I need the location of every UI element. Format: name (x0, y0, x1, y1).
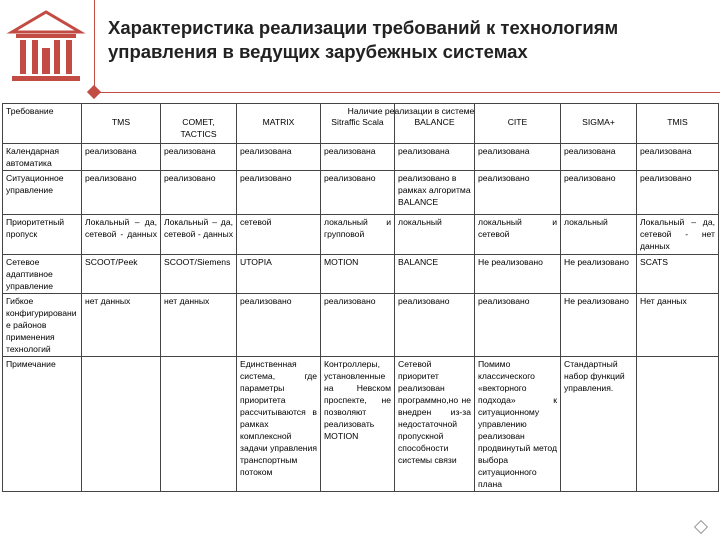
title-line-2: управления в ведущих зарубежных системах (108, 41, 528, 62)
table-cell: реализовано (161, 171, 237, 215)
table-cell: нет данных (161, 294, 237, 357)
table-cell (82, 357, 161, 492)
table-cell: реализовано (475, 171, 561, 215)
university-logo-icon (4, 4, 88, 88)
table-cell: нет данных (82, 294, 161, 357)
row-requirement: Примечание (3, 357, 82, 492)
table-cell: Стандартный набор функций управления. (561, 357, 637, 492)
table-cell: Сетевой приоритет реализован программно,но не внедрен из-за недостаточной пропускной способности системы связи (395, 357, 475, 492)
header-system-tmis: TMIS (637, 104, 719, 144)
accent-diamond-icon (87, 85, 101, 99)
table-header-row (3, 104, 719, 144)
table-cell: SCOOT/Siemens (161, 255, 237, 294)
header-system-comet: COMET, TACTICS (161, 104, 237, 144)
header-system-tms: TMS (82, 104, 161, 144)
table-row (3, 255, 719, 294)
table-cell: реализована (561, 144, 637, 171)
table-cell: реализовано (637, 171, 719, 215)
table-row (3, 294, 719, 357)
table-cell: локальный (561, 215, 637, 255)
table-cell: локальный (395, 215, 475, 255)
header-system-cite: CITE (475, 104, 561, 144)
table-cell: реализовано (237, 294, 321, 357)
slide-nav-diamond-icon (694, 520, 708, 534)
table-row (3, 171, 719, 215)
table-cell: реализована (395, 144, 475, 171)
row-requirement: Ситуационное управление (3, 171, 82, 215)
header-system-sitraffic-label: Sitraffic Scala (331, 117, 384, 127)
table-cell: реализована (321, 144, 395, 171)
accent-horizontal-line (92, 92, 720, 93)
row-requirement: Гибкое конфигурировани е районов применения технологий (3, 294, 82, 357)
table-cell: реализована (637, 144, 719, 171)
page-title (108, 16, 708, 64)
table-cell: локальный и групповой (321, 215, 395, 255)
table-cell: BALANCE (395, 255, 475, 294)
table-cell: Локальный – да, сетевой - данных (82, 215, 161, 255)
table-cell: реализована (237, 144, 321, 171)
table-cell: реализовано (321, 171, 395, 215)
table-row (3, 357, 719, 492)
table-cell: Не реализовано (475, 255, 561, 294)
header-system-sigma: SIGMA+ (561, 104, 637, 144)
table-cell: Помимо классического «векторного подхода» к ситуационному управлению реализован продвинутый метод выбора ситуационного плана (475, 357, 561, 492)
table-cell (161, 357, 237, 492)
table-cell: SCATS (637, 255, 719, 294)
table-cell: SCOOT/Peek (82, 255, 161, 294)
table-cell: Локальный – да, сетевой - данных (161, 215, 237, 255)
row-requirement: Сетевое адаптивное управление (3, 255, 82, 294)
row-requirement: Календарная автоматика (3, 144, 82, 171)
table-cell: реализована (475, 144, 561, 171)
table-cell: UTOPIA (237, 255, 321, 294)
table-cell: Не реализовано (561, 294, 637, 357)
requirements-table (2, 103, 719, 492)
table-cell: реализовано (561, 171, 637, 215)
table-cell: Локальный – да, сетевой - нет данных (637, 215, 719, 255)
table-cell: Не реализовано (561, 255, 637, 294)
header-system-balance: BALANCE (395, 104, 475, 144)
header-system-matrix: MATRIX (237, 104, 321, 144)
table-cell (637, 357, 719, 492)
table-cell: реализовано (475, 294, 561, 357)
header-availability: Наличие реализации в системе (347, 106, 475, 116)
table-cell: локальный и сетевой (475, 215, 561, 255)
table-cell: Нет данных (637, 294, 719, 357)
table-cell: Контроллеры, установленные на Невском проспекте, не позволяют реализовать MOTION (321, 357, 395, 492)
table-cell: реализовано (237, 171, 321, 215)
table-cell: сетевой (237, 215, 321, 255)
table-cell: реализовано (321, 294, 395, 357)
table-cell: реализовано в рамках алгоритма BALANCE (395, 171, 475, 215)
table-cell: Единственная система, где параметры приоритета рассчитываются в рамках комплексной задачи управления транспортным потоком (237, 357, 321, 492)
accent-vertical-line (94, 0, 95, 96)
table-cell: MOTION (321, 255, 395, 294)
table-row (3, 144, 719, 171)
table-row (3, 215, 719, 255)
header-requirement: Требование (3, 104, 82, 144)
table-cell: реализовано (395, 294, 475, 357)
table-cell: реализована (82, 144, 161, 171)
row-requirement: Приоритетный пропуск (3, 215, 82, 255)
title-line-1: Характеристика реализации требований к технологиям (108, 17, 619, 38)
table-cell: реализовано (82, 171, 161, 215)
table-cell: реализована (161, 144, 237, 171)
